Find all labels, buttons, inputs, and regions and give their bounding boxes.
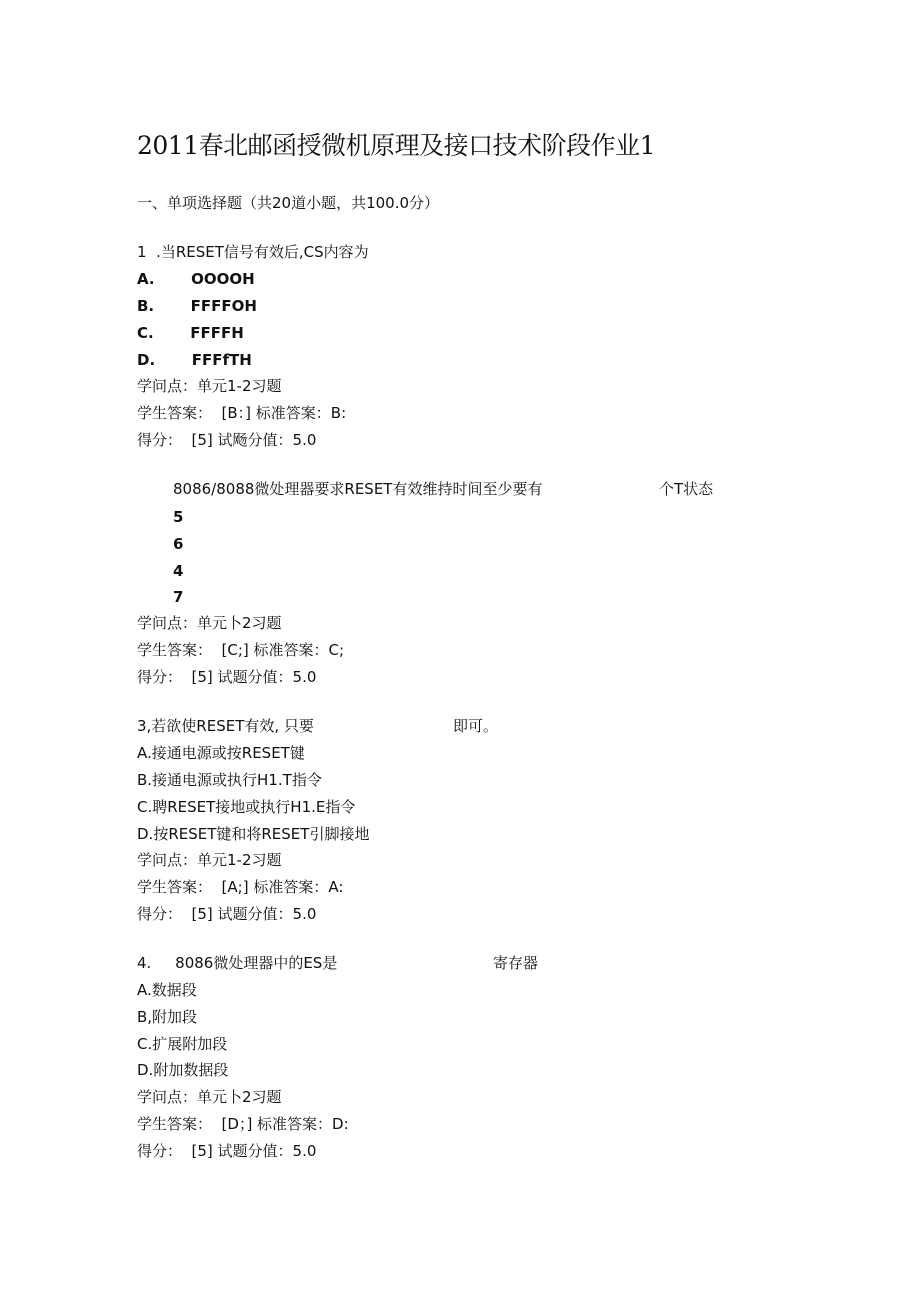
- question-2-stem: 8086/8088微处理器要求RESET有效维持时间至少要有: [173, 480, 543, 498]
- question-2-score: 得分： [5] 试题分值：5.0: [137, 668, 317, 686]
- question-3-stem-tail: 即可。: [453, 717, 499, 735]
- question-4-score: 得分： [5] 试题分值：5.0: [137, 1142, 317, 1160]
- question-4-option-d: D.附加数据段: [137, 1061, 229, 1079]
- question-2-option-c: 4: [173, 562, 184, 580]
- question-3-option-b: B.接通电源或执行H1.T指令: [137, 771, 322, 789]
- question-2-option-b: 6: [173, 535, 184, 553]
- question-3-score: 得分： [5] 试题分值：5.0: [137, 905, 317, 923]
- question-3-option-a: A.接通电源或按RESET键: [137, 744, 305, 762]
- question-1-score: 得分： [5] 试飏分值：5.0: [137, 431, 317, 449]
- question-4-knowledge: 学问点：单元卜2习题: [137, 1088, 282, 1106]
- question-4-option-a: A.数据段: [137, 981, 197, 999]
- question-3-answer: 学生答案： [A;] 标准答案：A:: [137, 878, 344, 896]
- section-heading: 一、单项选择题（共20道小题，共100.0分）: [137, 194, 440, 212]
- question-4-option-b: B,附加段: [137, 1008, 198, 1026]
- question-2-knowledge: 学问点：单元卜2习题: [137, 614, 282, 632]
- question-3-stem: 3,若欲使RESET有效, 只要: [137, 717, 314, 735]
- document-title: 2011春北邮函授微机原理及接口技术阶段作业1: [137, 131, 656, 160]
- question-1-option-b: B. FFFFOH: [137, 297, 257, 315]
- question-4-answer: 学生答案： [D；] 标准答案：D:: [137, 1115, 349, 1133]
- question-2-stem-tail: 个T状态: [659, 480, 714, 498]
- question-1-answer: 学生答案： [B：] 标准答案：B:: [137, 404, 347, 422]
- question-1-knowledge: 学问点：单元1-2习题: [137, 377, 282, 395]
- question-1-option-c: C. FFFFH: [137, 324, 244, 342]
- question-1-option-d: D. FFFfTH: [137, 351, 252, 369]
- question-1-option-a: A. OOOOH: [137, 270, 255, 288]
- question-3-option-c: C.聘RESET接地或执行H1.E指令: [137, 798, 356, 816]
- question-1-stem: 1 .当RESET信号有效后,CS内容为: [137, 243, 369, 261]
- question-4-stem-tail: 寄存器: [493, 954, 539, 972]
- question-4-option-c: C.扩展附加段: [137, 1035, 228, 1053]
- question-3-knowledge: 学问点：单元1-2习题: [137, 851, 282, 869]
- question-3-option-d: D.按RESET键和将RESET引脚接地: [137, 825, 370, 843]
- question-4-stem: 4. 8086微处理器中的ES是: [137, 954, 338, 972]
- question-2-answer: 学生答案： [C;] 标准答案：C;: [137, 641, 345, 659]
- question-2-option-d: 7: [173, 588, 184, 606]
- question-2-option-a: 5: [173, 508, 184, 526]
